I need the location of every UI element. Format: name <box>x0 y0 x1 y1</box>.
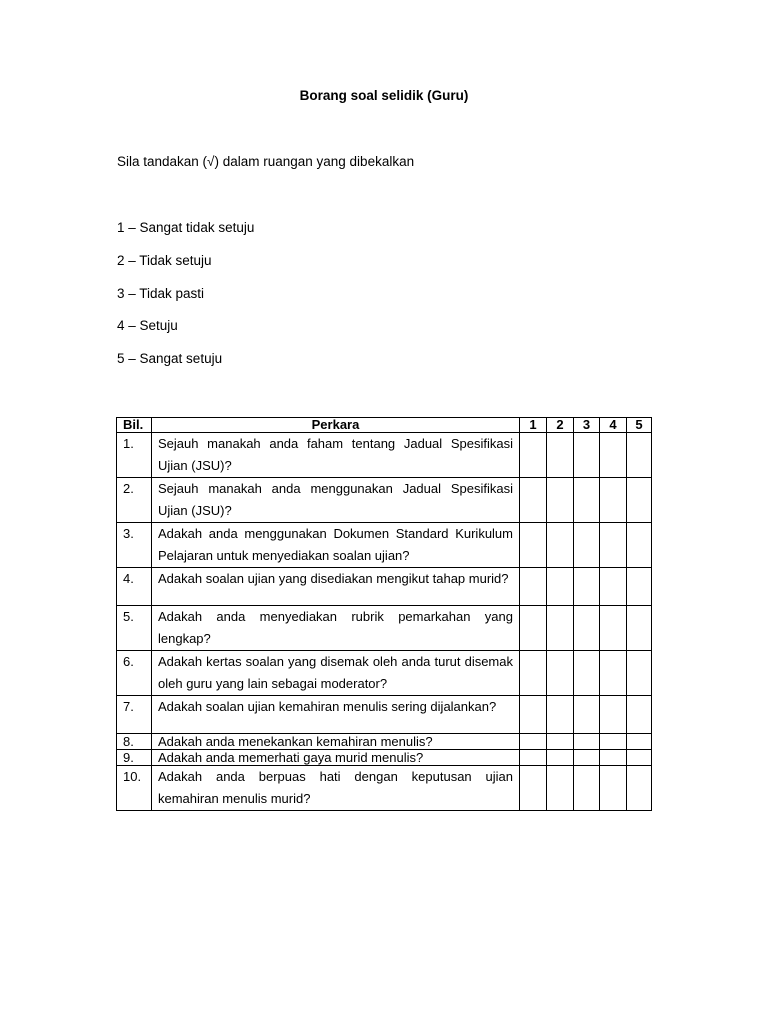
row-number: 3. <box>117 523 152 568</box>
answer-box-1[interactable] <box>520 478 547 523</box>
answer-box-3[interactable] <box>574 696 600 734</box>
answer-box-2[interactable] <box>547 734 574 750</box>
answer-box-5[interactable] <box>627 696 652 734</box>
answer-box-1[interactable] <box>520 606 547 651</box>
answer-box-2[interactable] <box>547 433 574 478</box>
answer-box-1[interactable] <box>520 568 547 606</box>
header-scale-4: 4 <box>600 418 627 433</box>
scale-item-4: 4 – Setuju <box>117 318 178 333</box>
table-header-row <box>117 418 652 433</box>
answer-box-1[interactable] <box>520 766 547 811</box>
table-row <box>117 734 652 750</box>
answer-box-2[interactable] <box>547 766 574 811</box>
row-number: 1. <box>117 433 152 478</box>
row-question: Adakah kertas soalan yang disemak oleh anda turut disemak oleh guru yang lain sebagai moderator? <box>152 651 520 696</box>
row-number: 2. <box>117 478 152 523</box>
row-number: 6. <box>117 651 152 696</box>
answer-box-3[interactable] <box>574 766 600 811</box>
row-number: 7. <box>117 696 152 734</box>
answer-box-1[interactable] <box>520 734 547 750</box>
answer-box-2[interactable] <box>547 523 574 568</box>
answer-box-3[interactable] <box>574 734 600 750</box>
answer-box-4[interactable] <box>600 523 627 568</box>
survey-table-body <box>117 433 652 811</box>
header-perkara: Perkara <box>152 418 520 433</box>
header-scale-1: 1 <box>520 418 547 433</box>
table-row <box>117 651 652 696</box>
answer-box-1[interactable] <box>520 651 547 696</box>
scale-item-3: 3 – Tidak pasti <box>117 286 205 301</box>
table-row <box>117 523 652 568</box>
row-number: 10. <box>117 766 152 811</box>
answer-box-1[interactable] <box>520 433 547 478</box>
row-number: 4. <box>117 568 152 606</box>
answer-box-3[interactable] <box>574 433 600 478</box>
row-question: Adakah anda menggunakan Dokumen Standard Kurikulum Pelajaran untuk menyediakan soalan ujian? <box>152 523 520 568</box>
row-question: Sejauh manakah anda menggunakan Jadual Spesifikasi Ujian (JSU)? <box>152 478 520 523</box>
row-number: 9. <box>117 750 152 766</box>
table-row <box>117 568 652 606</box>
table-row <box>117 766 652 811</box>
row-question: Adakah anda menekankan kemahiran menulis? <box>152 734 520 750</box>
row-question: Adakah anda memerhati gaya murid menulis? <box>152 750 520 766</box>
scale-item-1: 1 – Sangat tidak setuju <box>117 220 255 235</box>
row-question: Adakah anda berpuas hati dengan keputusan ujian kemahiran menulis murid? <box>152 766 520 811</box>
answer-box-3[interactable] <box>574 478 600 523</box>
row-number: 8. <box>117 734 152 750</box>
answer-box-5[interactable] <box>627 433 652 478</box>
answer-box-3[interactable] <box>574 651 600 696</box>
scale-item-2: 2 – Tidak setuju <box>117 253 212 268</box>
answer-box-4[interactable] <box>600 734 627 750</box>
answer-box-2[interactable] <box>547 750 574 766</box>
answer-box-2[interactable] <box>547 651 574 696</box>
row-question: Sejauh manakah anda faham tentang Jadual Spesifikasi Ujian (JSU)? <box>152 433 520 478</box>
answer-box-4[interactable] <box>600 696 627 734</box>
answer-box-1[interactable] <box>520 523 547 568</box>
answer-box-3[interactable] <box>574 606 600 651</box>
header-scale-3: 3 <box>574 418 600 433</box>
answer-box-4[interactable] <box>600 433 627 478</box>
answer-box-5[interactable] <box>627 523 652 568</box>
survey-table <box>116 417 652 811</box>
table-row <box>117 433 652 478</box>
row-number: 5. <box>117 606 152 651</box>
answer-box-4[interactable] <box>600 568 627 606</box>
instruction-text: Sila tandakan (√) dalam ruangan yang dibekalkan <box>117 154 415 169</box>
row-question: Adakah anda menyediakan rubrik pemarkahan yang lengkap? <box>152 606 520 651</box>
row-question: Adakah soalan ujian kemahiran menulis sering dijalankan? <box>152 696 520 734</box>
answer-box-1[interactable] <box>520 696 547 734</box>
table-row <box>117 478 652 523</box>
form-title: Borang soal selidik (Guru) <box>299 88 469 103</box>
row-question: Adakah soalan ujian yang disediakan mengikut tahap murid? <box>152 568 520 606</box>
answer-box-3[interactable] <box>574 750 600 766</box>
answer-box-2[interactable] <box>547 478 574 523</box>
answer-box-1[interactable] <box>520 750 547 766</box>
answer-box-5[interactable] <box>627 651 652 696</box>
header-bil: Bil. <box>117 418 152 433</box>
answer-box-5[interactable] <box>627 734 652 750</box>
answer-box-2[interactable] <box>547 606 574 651</box>
header-scale-5: 5 <box>627 418 652 433</box>
answer-box-5[interactable] <box>627 478 652 523</box>
answer-box-5[interactable] <box>627 750 652 766</box>
answer-box-2[interactable] <box>547 696 574 734</box>
answer-box-4[interactable] <box>600 606 627 651</box>
answer-box-3[interactable] <box>574 568 600 606</box>
answer-box-3[interactable] <box>574 523 600 568</box>
table-row <box>117 696 652 734</box>
answer-box-4[interactable] <box>600 478 627 523</box>
answer-box-5[interactable] <box>627 606 652 651</box>
table-row <box>117 750 652 766</box>
scale-item-5: 5 – Sangat setuju <box>117 351 223 366</box>
header-scale-2: 2 <box>547 418 574 433</box>
answer-box-2[interactable] <box>547 568 574 606</box>
answer-box-4[interactable] <box>600 651 627 696</box>
answer-box-4[interactable] <box>600 750 627 766</box>
answer-box-5[interactable] <box>627 766 652 811</box>
table-row <box>117 606 652 651</box>
answer-box-5[interactable] <box>627 568 652 606</box>
answer-box-4[interactable] <box>600 766 627 811</box>
